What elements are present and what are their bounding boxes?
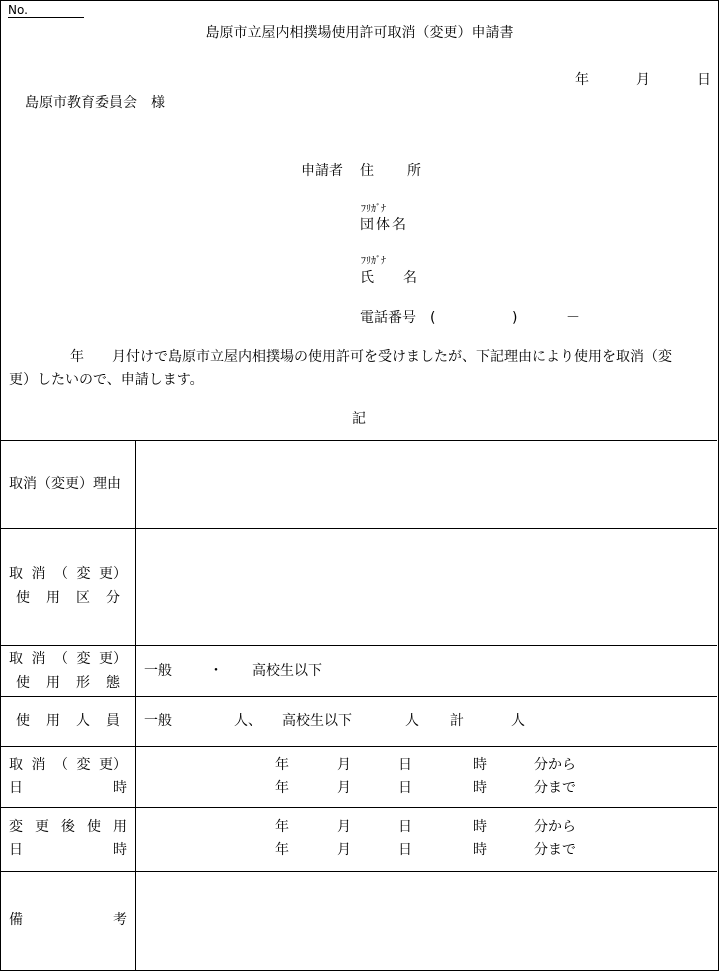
phone-open-paren: (	[430, 310, 436, 326]
form-label-line2: 使 用 形 態	[16, 675, 120, 691]
people-general-label: 一般	[144, 713, 172, 729]
group-furigana: ﾌﾘｶﾞﾅ	[361, 204, 386, 215]
address-label-2: 所	[407, 163, 421, 179]
datetime-to-year: 年	[275, 780, 289, 796]
addressee: 島原市教育委員会 様	[25, 95, 165, 111]
date-month-label: 月	[636, 72, 650, 88]
phone-dash: －	[566, 310, 580, 326]
datetime-from-day: 日	[398, 757, 412, 773]
datetime-from-hour: 時	[473, 757, 487, 773]
ki-heading: 記	[352, 411, 366, 427]
form-option-separator: ・	[209, 663, 223, 679]
group-name-label: 団体名	[360, 217, 408, 233]
applicant-label: 申請者	[301, 163, 343, 179]
datetime-label-line1: 取 消 （ 変 更）	[9, 757, 127, 773]
datetime-to-day: 日	[398, 780, 412, 796]
name-furigana: ﾌﾘｶﾞﾅ	[361, 256, 386, 267]
changed-to-minute: 分まで	[534, 842, 576, 858]
reason-field[interactable]	[137, 441, 717, 527]
date-day-label: 日	[697, 72, 711, 88]
page-title: 島原市立屋内相撲場使用許可取消（変更）申請書	[205, 25, 514, 41]
changed-to-day: 日	[398, 842, 412, 858]
column-divider	[135, 440, 136, 970]
number-label: No.	[8, 3, 28, 17]
changed-from-minute: 分から	[534, 819, 576, 835]
category-field[interactable]	[137, 529, 717, 644]
name-label-2: 名	[403, 270, 417, 286]
people-total-unit: 人	[511, 713, 525, 729]
request-text-line1: 年 月付けで島原市立屋内相撲場の使用許可を受けましたが、下記理由により使用を取消（変	[70, 349, 672, 365]
row-divider-5	[0, 807, 717, 808]
datetime-to-minute: 分まで	[534, 780, 576, 796]
remarks-field[interactable]	[137, 872, 717, 969]
name-label-1: 氏	[360, 270, 374, 286]
changed-from-hour: 時	[473, 819, 487, 835]
remarks-label: 備 考	[9, 912, 127, 928]
datetime-from-minute: 分から	[534, 757, 576, 773]
datetime-to-month: 月	[337, 780, 351, 796]
people-general-unit: 人、	[234, 713, 262, 729]
datetime-label-line2: 日 時	[9, 780, 127, 796]
changed-label-line1: 変 更 後 使 用	[9, 819, 127, 835]
request-text-line2: 更）したいので、申請します。	[9, 372, 204, 388]
phone-close-paren: )	[512, 310, 518, 326]
datetime-from-year: 年	[275, 757, 289, 773]
date-year-label: 年	[575, 72, 589, 88]
changed-from-year: 年	[275, 819, 289, 835]
form-label-line1: 取 消 （ 変 更）	[9, 651, 127, 667]
row-divider-4	[0, 746, 717, 747]
row-divider-2	[0, 645, 717, 646]
datetime-from-month: 月	[337, 757, 351, 773]
changed-to-month: 月	[337, 842, 351, 858]
changed-label-line2: 日 時	[9, 842, 127, 858]
people-highschool-label: 高校生以下	[282, 713, 352, 729]
form-option-general[interactable]: 一般	[144, 663, 172, 679]
changed-to-hour: 時	[473, 842, 487, 858]
row-divider-3	[0, 696, 717, 697]
number-blank-line	[8, 17, 84, 18]
reason-label: 取消（変更）理由	[9, 476, 121, 492]
address-label-1: 住	[360, 163, 374, 179]
people-highschool-unit: 人	[405, 713, 419, 729]
people-total-label: 計	[450, 713, 464, 729]
phone-label: 電話番号	[360, 310, 416, 326]
changed-to-year: 年	[275, 842, 289, 858]
category-label-line2: 使 用 区 分	[16, 590, 120, 606]
changed-from-day: 日	[398, 819, 412, 835]
people-label: 使 用 人 員	[16, 713, 120, 729]
category-label-line1: 取 消 （ 変 更）	[9, 566, 127, 582]
datetime-to-hour: 時	[473, 780, 487, 796]
form-option-highschool[interactable]: 高校生以下	[252, 663, 322, 679]
changed-from-month: 月	[337, 819, 351, 835]
